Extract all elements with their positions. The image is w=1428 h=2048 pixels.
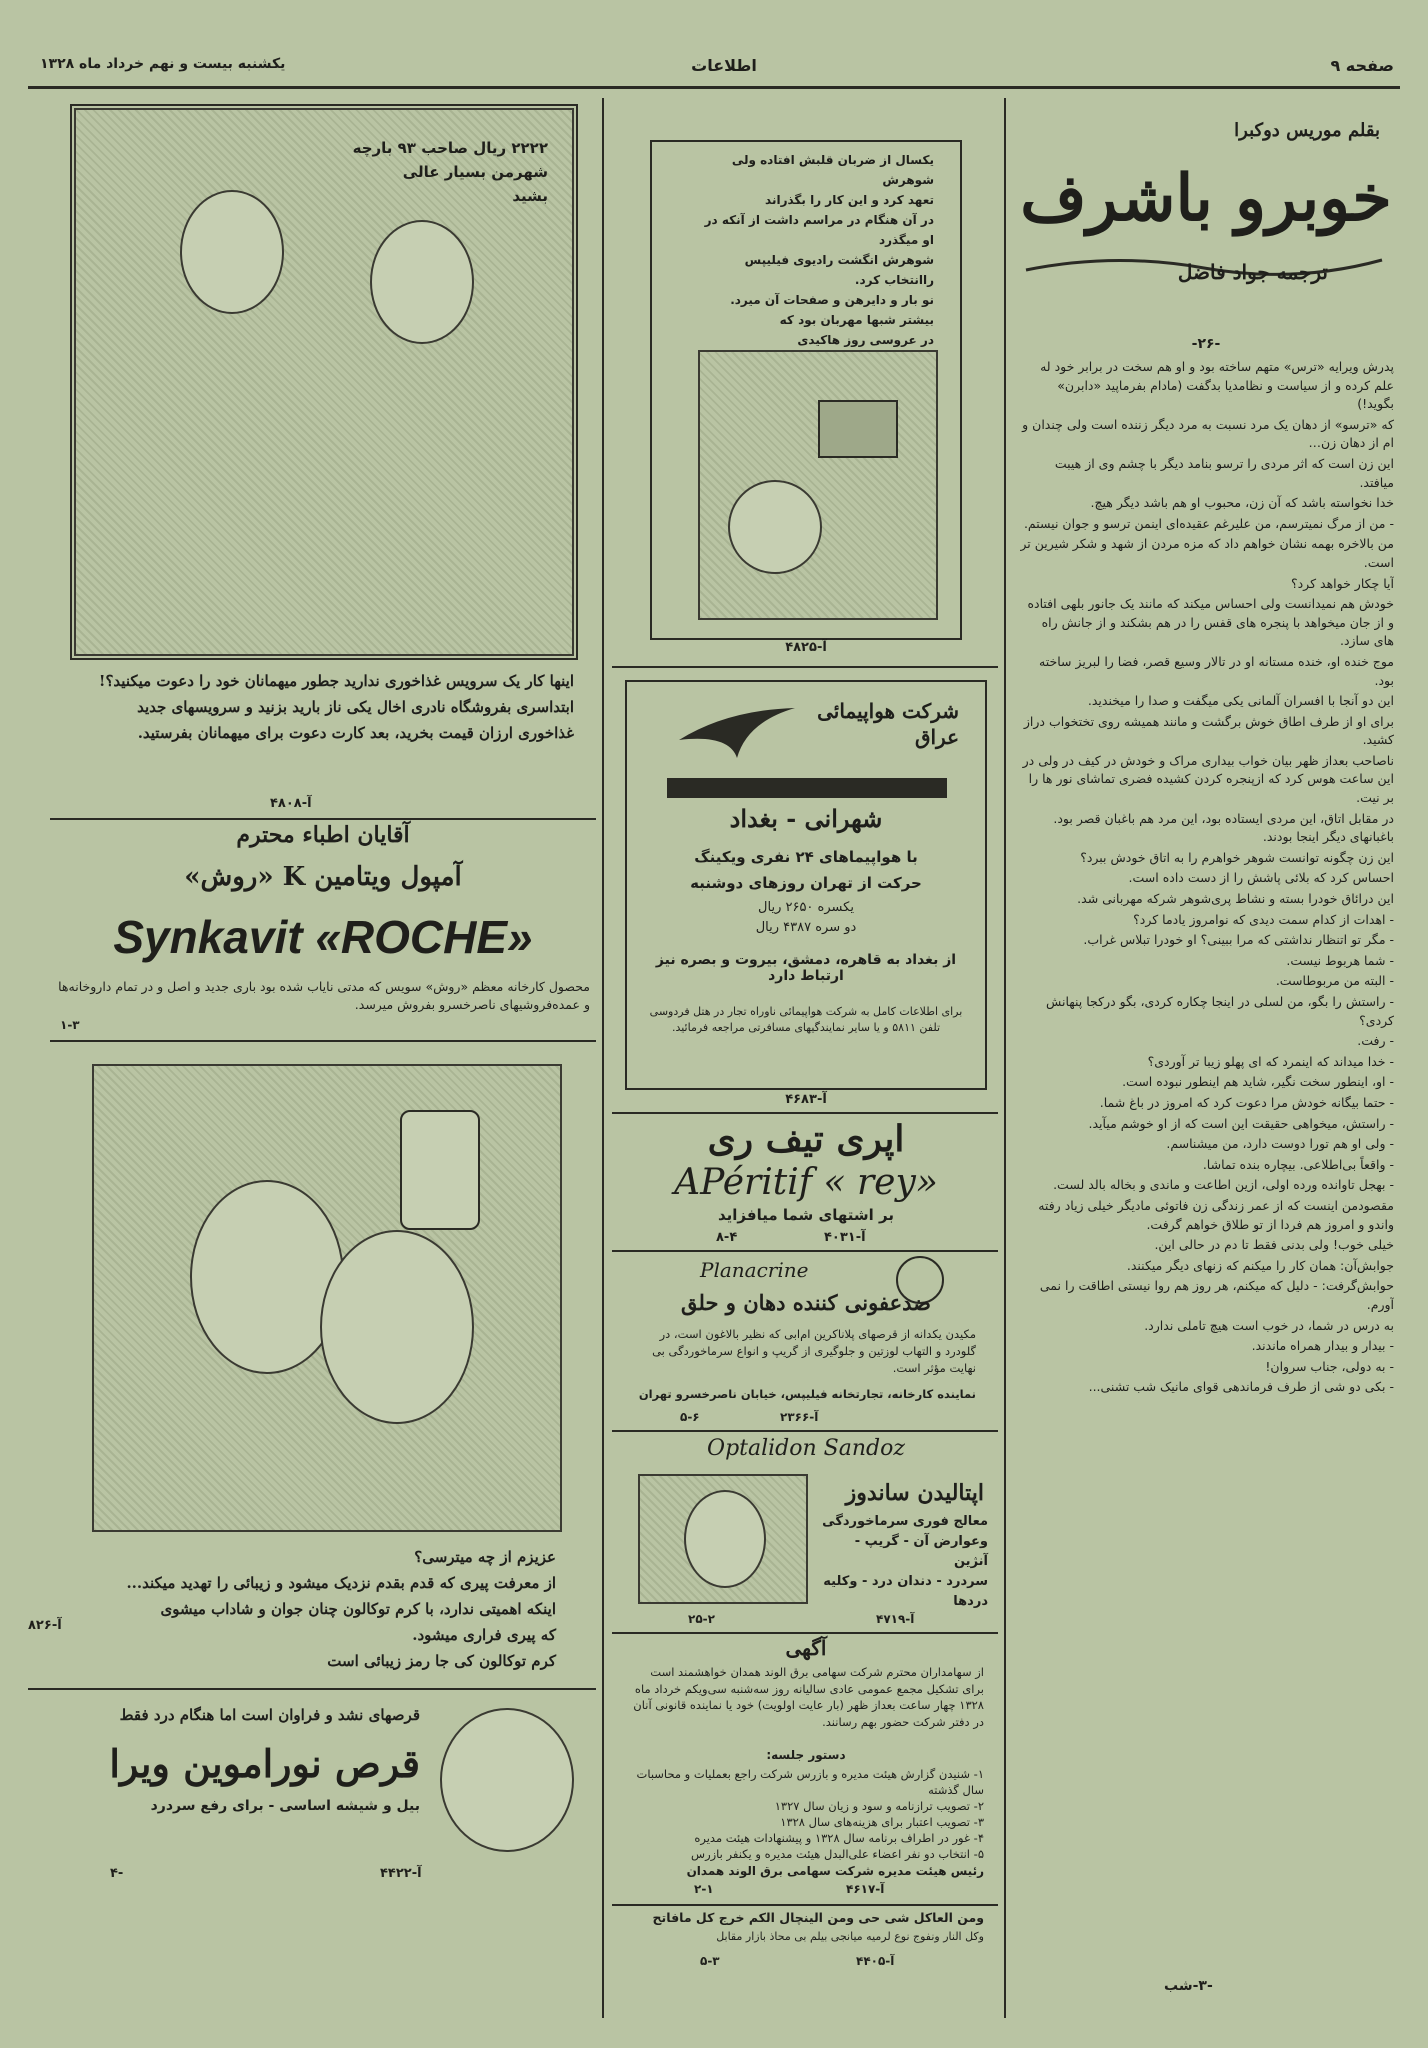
serial-body: [1020, 358, 1394, 1978]
notice-agenda-item: ۱- شنیدن گزارش هیئت مدیره و بازرس شرکت راجع بعملیات و محاسبات سال گذشته: [636, 1767, 984, 1797]
radio-set-icon: [818, 400, 898, 458]
tokalon-line: کرم توکالون کی جا رمز زیبائی است: [327, 1652, 556, 1670]
page-label: صفحه ۹: [1330, 56, 1394, 75]
dinner-top-line: شهرمن بسیار عالی: [402, 163, 548, 181]
small-ad-line2: وکل النار ونفوج نوع لرمیه میانجی بیلم بی محاذ بازار مقابل: [716, 1930, 984, 1943]
serial-paragraph: خدا نخواسته باشد که آن زن، محبوب او هم باشد دیگر هیچ.: [1090, 495, 1394, 511]
pills-code: آ-۴۴۲۲: [380, 1866, 422, 1881]
serial-paragraph: - به دولی، جناب سروان!: [1265, 1358, 1394, 1374]
radio-ad: [618, 100, 994, 660]
small-ad-line1: ومن العاکل شی حی ومن الینچال الکم خرج کل مافاتح: [652, 1910, 984, 1925]
roche-product-fa: آمپول ویتامین K «روش»: [184, 862, 462, 892]
tokalon-code: آ-۸۲۶: [28, 1618, 62, 1633]
radio-man-figure: [728, 480, 822, 574]
small-ad-code-b: ۵-۳: [700, 1954, 720, 1968]
rule-mid-3: [612, 1250, 998, 1252]
airline-line6: برای اطلاعات کامل به شرکت هواپیمائی ناوراه تجار در هتل فردوسی تلفن ۵۸۱۱ و یا سایر نمایندگیهای مسافرتی مراجعه فرمائید.: [649, 1005, 963, 1034]
column-rule-right: [1004, 98, 1006, 2018]
masthead-rule: [28, 86, 1400, 89]
tokalon-line: عزیزم از چه میترسی؟: [414, 1548, 556, 1566]
optalidon-code-b: ۲۵-۲: [688, 1612, 715, 1626]
aperitif-code: آ-۴۰۳۱: [824, 1230, 866, 1245]
radio-ad-line: نو بار و دایرهن و صفحات آن میرد.: [730, 293, 934, 307]
roche-code-b: ۱-۳: [60, 1018, 80, 1032]
serial-title: خوبرو باشرف: [1020, 161, 1392, 236]
planacrine-name-fa: ضدعفونی کننده دهان و حلق: [681, 1290, 931, 1315]
rule-mid-6: [612, 1904, 998, 1906]
tokalon-line: که پیری فراری میشود.: [412, 1626, 556, 1644]
serial-paragraph: به درس در شما، در خوب است هیچ تاملی ندارد.: [1144, 1317, 1394, 1333]
tokalon-line: از معرفت پیری که قدم بقدم نزدیک میشود و زیبائی را تهدید میکند...: [126, 1574, 556, 1592]
airline-line2: حرکت از تهران روزهای دوشنبه: [690, 874, 922, 892]
airline-company: شرکت هواپیمائی عراق: [817, 699, 959, 749]
notice-agenda-title: دستور جلسه:: [766, 1748, 846, 1762]
radio-illustration: [698, 350, 938, 620]
rule-left-1: [50, 818, 596, 820]
optalidon-line: وعوارض آن - گریپ - آنژین: [854, 1534, 988, 1569]
notice-body: از سهامداران محترم شرکت سهامی برق الوند همدان خواهشمند است برای تشکیل مجمع عمومی عادی سالیانه روز سه‌شنبه سی‌ویکم خرداد ماه ۱۳۲۸ چهار ساعت بعداز ظهر (بار عایت اولویت) خود یا نماینده قانونی آنان در دفتر شرکت حضور بهم رسانند.: [633, 1665, 984, 1729]
radio-ad-line: شوهرش انگشت رادیوی فیلیپس راانتخاب کرد.: [744, 253, 934, 287]
airline-route: شهرانی - بغداد: [729, 804, 883, 833]
dinner-top-line: بشید: [512, 187, 548, 205]
serial-paragraph: احساس کرد که بلائی پاشش را از دست داده است.: [1128, 870, 1394, 886]
planacrine-code-b: ۵-۶: [680, 1410, 700, 1424]
optalidon-name-fa: اپتالیدن ساندوز: [845, 1480, 984, 1506]
serial-paragraph: پدرش ویرایه «ترس» متهم ساخته بود و او هم سخت در برابر خود له علم کرده و از سیاست و نظامدیا بدگفت (مادام بفرماپید «دابرن» بگوید!): [1040, 359, 1394, 412]
rule-mid-4: [612, 1430, 998, 1432]
optalidon-line: معالج فوری سرماخوردگی: [822, 1514, 988, 1529]
serial-paragraph: - مگر تو اتنظار نداشتی که مرا ببینی؟ او خودرا تبلاس غراب.: [1083, 932, 1394, 948]
serial-paragraph: ناصاحب بعداز ظهر بیان خواب بیداری مراک و خودش در کیف در ولی در این ساعت هوس کرد که ازپنجره کردن کشیده فضری تماشای نور ها را بر نیت.: [1022, 752, 1394, 806]
dinner-code: آ-۴۸۰۸: [270, 796, 312, 811]
tokalon-bottle-icon: [400, 1110, 480, 1230]
paper-name: اطلاعات: [691, 56, 757, 75]
pills-medallion: [440, 1708, 574, 1852]
serial-paragraph: این درائاق خودرا بسته و نشاط پری‌شوهر شرکه مهربانی شد.: [1077, 891, 1394, 907]
rule-mid-1: [612, 666, 998, 668]
serial-paragraph: - البته من مربوطاست.: [1275, 973, 1394, 989]
dinner-top-text: [328, 136, 548, 208]
serial-paragraph: خیلی خوب! ولی بدنی فقط تا دم در حالی این.: [1154, 1237, 1394, 1253]
dinner-caption: [74, 668, 574, 746]
serial-paragraph: - من از مرگ نمیترسم، من علیرغم عقیده‌ای اینمن ترسو و جوان نیستم.: [1023, 515, 1394, 531]
radio-ad-line: در آن هنگام در مراسم داشت از آنکه در او میگذرد: [704, 213, 934, 247]
notice-signature: رئیس هیئت مدیره شرکت سهامی برق الوند همدان: [686, 1864, 984, 1878]
notice-agenda-item: ۲- تصویب ترازنامه و سود و زیان سال ۱۳۲۷: [774, 1799, 984, 1813]
aperitif-title-fa: اپری تیف ری: [707, 1118, 905, 1160]
serial-paragraph: حوابش‌گرفت: - دلیل که میکنم، هر روز هم روا نیستی اطاقت را نمی آورم.: [1039, 1278, 1394, 1312]
radio-ad-line: تعهد کرد و این کار را بگذراند: [765, 193, 934, 207]
radio-ad-line: در عروسی روز هاکیدی: [797, 333, 934, 347]
optalidon-text: [818, 1512, 988, 1612]
planacrine-name-en: Planacrine: [700, 1258, 809, 1282]
serial-paragraph: این زن چگونه توانست شوهر خواهرم را به اتاق خودش ببرد؟: [1080, 849, 1394, 865]
serial-paragraph: - شما هربوط نیست.: [1286, 952, 1394, 968]
aperitif-code-b: ۸-۴: [716, 1230, 738, 1245]
planacrine-body: مکیدن یکدانه از قرصهای پلاناکرین ام‌ا‌بی که نظیر بالاغون است، در گلودرد و التهاب لوزتین و جلوگیری از گریپ و انواع سرماخوردگی بی نهایت مؤثر است.: [652, 1327, 976, 1375]
notice-title: آگهی: [785, 1636, 827, 1660]
serial-paragraph: - بیدار و بیدار همراه ماندند.: [1251, 1338, 1394, 1354]
roche-headline: آقایان اطباء محترم: [236, 822, 410, 848]
optalidon-code: آ-۴۷۱۹: [876, 1612, 915, 1626]
rule-left-2: [50, 1040, 596, 1042]
serial-paragraph: آیا چکار خواهد کرد؟: [1290, 575, 1394, 591]
optalidon-line: دردها: [953, 1594, 988, 1609]
serial-paragraph: این دو آنجا با افسران آلمانی یکی میگفت و صدا را میخندید.: [1087, 693, 1394, 709]
radio-ad-line: بیشتر شبها مهربان بود که: [779, 313, 934, 327]
serial-paragraph: جوابش‌آن: همان کار را میکنم که زنهای دیگر میکنند.: [1126, 1257, 1394, 1273]
serial-paragraph: - راستش، میخواهی حقیقت این است که از او خوشم میآید.: [1088, 1115, 1394, 1131]
airline-line5: از بغداد به قاهره، دمشق، بیروت و بصره نیز ارتباط دارد: [655, 952, 957, 984]
roche-product-en: Synkavit «ROCHE»: [113, 911, 533, 963]
serial-paragraph: خودش هم نمیدانست ولی احساس میکند که مانند یک جانور بلهی افتاده و از جان میخواهد با پنجره های قفس را در هم بشکند و از جانش راه های سازد.: [1027, 596, 1394, 649]
tokalon-text: [90, 1544, 556, 1674]
notice-agenda-item: ۵- انتخاب دو نفر اعضاء علی‌البدل هیئت مدیره و یکنفر بازرس: [691, 1847, 984, 1861]
pills-top: قرصهای نشد و فراوان است اما هنگام درد فقط: [119, 1706, 420, 1724]
aperitif-title-en: APéritif « rey»: [674, 1162, 938, 1203]
pills-bottom: بیل و شیشه اساسی - برای رفع سردرد: [150, 1798, 420, 1814]
notice-code: آ-۴۶۱۷: [846, 1882, 885, 1896]
serial-paragraph: مقصودمن اینست که از عمر زندگی زن فاتوئی مادیگر خیلی زیاد رفته واندو و امروز هم فردا از تو طلاق خواهم گرفت.: [1038, 1197, 1394, 1232]
serial-paragraph: - اهدات از کدام سمت دیدی که نوامروز یادما کرد؟: [1133, 911, 1394, 927]
serial-paragraph: موج خنده او، خنده مستانه او در تالار وسیع قصر، فضا را لبریز ساخته بود.: [1039, 653, 1394, 688]
small-ad-code: آ-۴۴۰۵: [856, 1954, 895, 1968]
serial-continuation: -۳-شب: [1164, 1978, 1213, 1994]
tokalon-line: اینکه اهمیتی ندارد، با کرم توکالون چنان جوان و شاداب میشوی: [160, 1600, 556, 1618]
serial-paragraph: - واقعاً بی‌اطلاعی. بیچاره بنده تماشا.: [1202, 1156, 1394, 1172]
serial-paragraph: - او، اینطور سخت نگیر، شاید هم اینطور نبوده است.: [1122, 1074, 1394, 1090]
notice-agenda-item: ۴- غور در اطراف برنامه سال ۱۳۲۸ و پیشنهادات هیئت مدیره: [694, 1831, 984, 1845]
planacrine-code: آ-۲۳۶۶: [780, 1410, 819, 1424]
serial-paragraph: - حتما بیگانه خودش مرا دعوت کرد که امروز در باغ شما.: [1099, 1094, 1394, 1110]
plane-icon: [677, 700, 797, 764]
airline-ad: [625, 680, 987, 1090]
serial-paragraph: - ولی او هم تورا دوست دارد، من میشناسم.: [1166, 1136, 1394, 1152]
serial-byline: بقلم موریس دوکبرا: [1234, 120, 1380, 141]
airline-band: [667, 778, 947, 798]
airline-line1: با هواپیماهای ۲۴ نفری ویکینگ: [694, 848, 918, 866]
serial-story: [1014, 100, 1398, 2000]
serial-paragraph: - رفت.: [1357, 1033, 1394, 1049]
serial-paragraph: در مقابل اتاق، این مردی ایستاده بود، این مرد هم باغبان قصر بود. باغبانهای دیگر اینجا بودند.: [1053, 810, 1394, 845]
serial-paragraph: - راستش را بگو، من لسلی در اینجا چکاره کردی، بگو درکجا پنهانش کردی؟: [1046, 994, 1394, 1028]
dinner-man-figure: [180, 190, 284, 314]
notice-agenda-item: ۳- تصویب اعتبار برای هزینه‌های سال ۱۳۲۸: [780, 1815, 984, 1829]
optalidon-face: [684, 1490, 766, 1588]
dinner-caption-line: اینها کار یک سرویس غذاخوری ندارید جطور میهمانان خود را دعوت میکنید؟!: [98, 672, 574, 690]
pills-code-b: ۴-: [110, 1866, 124, 1881]
radio-ad-line: یکسال از ضربان قلبش افتاده ولی شوهرش: [731, 153, 934, 187]
dinner-top-line: ۲۲۲۲ ریال صاحب ۹۳ بارچه: [352, 139, 548, 157]
airline-code: آ-۴۶۸۳: [785, 1092, 827, 1107]
serial-paragraph: برای او از طرف اطاق خوش برگشت و مانند همیشه روی تختخواب دراز کشید.: [1023, 713, 1394, 748]
optalidon-name-en: Optalidon Sandoz: [707, 1436, 905, 1461]
rule-mid-2: [612, 1112, 998, 1114]
serial-translator: ترجمه جواد فاضل: [1177, 260, 1328, 284]
dinner-woman-figure: [370, 220, 474, 344]
dinner-caption-line: ابتداسری بفروشگاه نادری اخال یکی ناز بارید بزنید و سرویسهای جدید: [137, 698, 574, 716]
rule-left-3: [28, 1688, 596, 1690]
airline-line4: دو سره ۴۳۸۷ ریال: [755, 920, 857, 935]
serial-paragraph: من بالاخره بهمه نشان خواهم داد که مزه مردن از شهد و شکر شیرین تر است.: [1020, 536, 1394, 570]
serial-paragraph: - بکی دو شی از طرف فرماندهی قوای مانیک شب تشنی...: [1088, 1379, 1394, 1395]
planacrine-agent: نماینده کارخانه، تجارتخانه فیلیپس، خیابان ناصرخسرو تهران: [638, 1387, 976, 1401]
issue-date: یکشنبه بیست و نهم خرداد ماه ۱۳۲۸: [40, 56, 286, 72]
dinner-caption-line: غذاخوری ارزان قیمت بخرید، بعد کارت دعوت برای میهمانان بفرستید.: [137, 724, 574, 742]
serial-paragraph: - خدا میداند که اینمرد که ای پهلو زیبا تر آوردی؟: [1147, 1053, 1394, 1069]
column-rule-left: [602, 98, 604, 2018]
roche-body: محصول کارخانه معظم «روش» سویس که مدتی نایاب شده بود باری جدید و اصل و در تمام داروخانه‌ها و عمده‌فروشیهای ناصرخسرو بفروش میرسد.: [58, 979, 590, 1012]
tokalon-woman-face: [320, 1230, 474, 1424]
airline-line3: یکسره ۲۶۵۰ ریال: [758, 900, 854, 915]
serial-paragraph: این زن است که اثر مردی را ترسو بنامد دیگر با چشم وی از هیبت میافتد.: [1054, 455, 1394, 490]
optalidon-line: سردرد - دندان درد - وکلیه: [823, 1574, 988, 1589]
aperitif-tagline: بر اشتهای شما میافزاید: [717, 1206, 894, 1224]
serial-part-number: -۲۶-: [1191, 336, 1221, 352]
rule-mid-5: [612, 1632, 998, 1634]
serial-paragraph: که «ترسو» از دهان یک مرد نسبت به مرد دیگر زننده است ولی چندان و ام از دهان زن…: [1022, 416, 1394, 451]
notice-agenda: [630, 1766, 984, 1862]
notice-code-b: ۲-۱: [694, 1882, 714, 1896]
pills-name: قرص نوراموین ویرا: [109, 1741, 420, 1786]
serial-paragraph: - بهجل تاوانده ورده اولی، ازین اطاعت و ماندی و بخاله بالد لست.: [1053, 1177, 1394, 1193]
radio-ad-code: آ-۴۸۲۵: [785, 640, 827, 655]
